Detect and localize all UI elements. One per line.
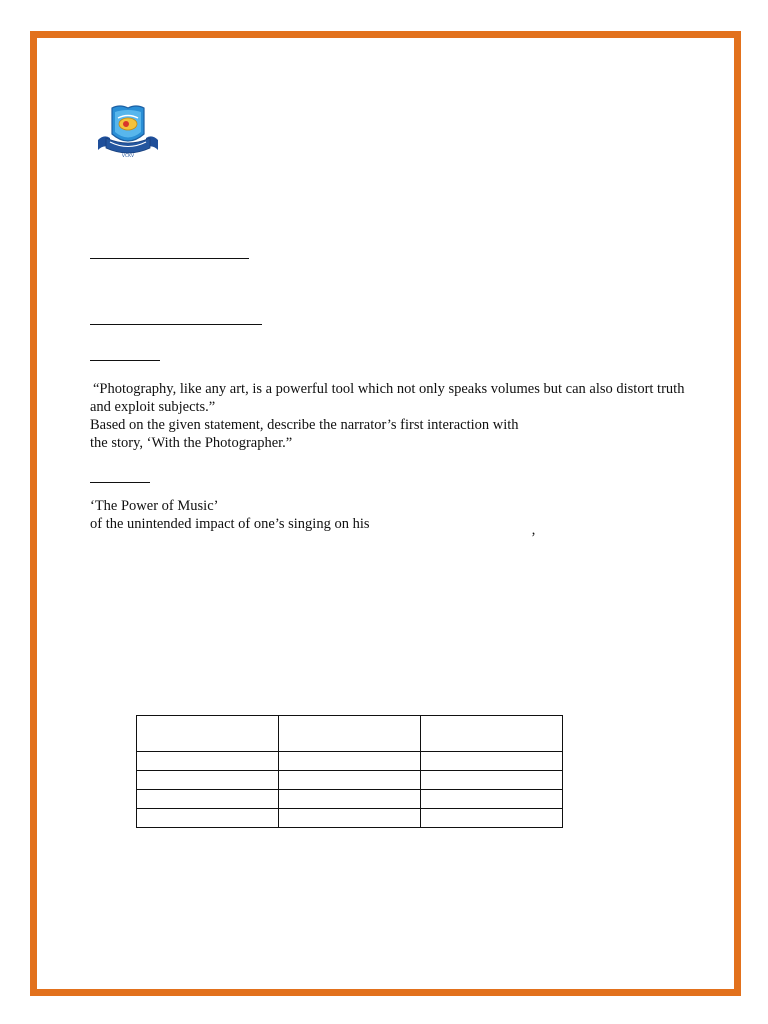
- table-cell: [421, 771, 563, 790]
- question-2-title: ‘The Power of Music’: [90, 498, 219, 514]
- table-cell: [279, 771, 421, 790]
- heading-underline-2: [90, 324, 262, 325]
- question-1-label-underline: [90, 360, 160, 361]
- question-1-quote: “Photography, like any art, is a powerful tool which not only speaks volumes but can also distort truth: [93, 381, 685, 397]
- table-cell: [279, 809, 421, 828]
- svg-text:VCKV: VCKV: [121, 154, 135, 159]
- question-1-prompt-line-2: the story, ‘With the Photographer.”: [90, 435, 293, 451]
- table-header-row: [137, 716, 563, 752]
- table-cell: [137, 771, 279, 790]
- table-row: [137, 752, 563, 771]
- table-cell: [137, 752, 279, 771]
- table-row: [137, 790, 563, 809]
- table-cell: [421, 716, 563, 752]
- table-cell: [137, 716, 279, 752]
- table-cell: [421, 790, 563, 809]
- school-crest-logo: [96, 104, 160, 160]
- table-cell: [279, 752, 421, 771]
- question-1-prompt-line-1: Based on the given statement, describe the narrator’s first interaction with: [90, 417, 519, 433]
- table-cell: [137, 790, 279, 809]
- table-cell: [279, 716, 421, 752]
- question-2-line-1: of the unintended impact of one’s singing on his: [90, 516, 370, 532]
- answer-table: [136, 715, 563, 828]
- table-cell: [137, 809, 279, 828]
- table-cell: [421, 752, 563, 771]
- question-2-label-underline: [90, 482, 150, 483]
- question-1-quote-continued: and exploit subjects.”: [90, 399, 216, 415]
- table-row: [137, 809, 563, 828]
- question-2-stray-mark: ’: [531, 530, 536, 546]
- table-row: [137, 771, 563, 790]
- table-cell: [421, 809, 563, 828]
- heading-underline-1: [90, 258, 249, 259]
- table-cell: [279, 790, 421, 809]
